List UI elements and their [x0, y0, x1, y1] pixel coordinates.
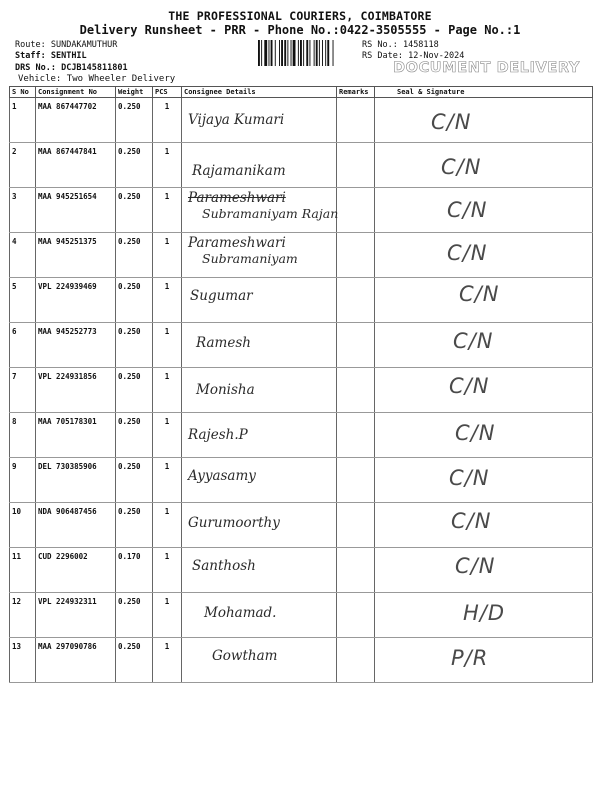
row-sno: 8 — [10, 413, 36, 458]
signature-mark: C/N — [447, 198, 488, 222]
row-pcs: 1 — [153, 368, 182, 413]
signature-mark: C/N — [441, 155, 482, 179]
row-consignment-no: DEL 730385906 — [36, 458, 116, 503]
row-consignee-details — [182, 548, 337, 593]
table-row — [10, 548, 593, 593]
row-seal-signature — [375, 98, 593, 143]
row-sno: 5 — [10, 278, 36, 323]
signature-mark: P/R — [451, 646, 489, 670]
row-consignee-details — [182, 323, 337, 368]
consignee-name-line2: Subramaniyam Rajan — [202, 206, 339, 221]
signature-mark: H/D — [463, 601, 506, 625]
drs-label: DRS No.: — [15, 63, 56, 73]
consignee-name: Gurumoorthy — [188, 515, 280, 531]
row-consignment-no: MAA 867447702 — [36, 98, 116, 143]
row-pcs: 1 — [153, 503, 182, 548]
row-sno: 13 — [10, 638, 36, 683]
row-remarks — [337, 458, 375, 503]
row-remarks — [337, 188, 375, 233]
vehicle-value: Two Wheeler Delivery — [66, 74, 176, 84]
row-seal-signature — [375, 368, 593, 413]
header-pcs: PCS — [153, 87, 182, 98]
table-row — [10, 593, 593, 638]
drs-line — [15, 63, 128, 74]
consignee-name: Rajamanikam — [192, 163, 286, 179]
signature-mark: C/N — [451, 509, 492, 533]
signature-mark: C/N — [453, 329, 494, 353]
row-weight: 0.250 — [116, 323, 153, 368]
route-label: Route: — [15, 40, 46, 50]
row-pcs: 1 — [153, 143, 182, 188]
row-weight: 0.250 — [116, 233, 153, 278]
row-sno: 4 — [10, 233, 36, 278]
signature-mark: C/N — [459, 282, 500, 306]
row-sno: 11 — [10, 548, 36, 593]
row-seal-signature — [375, 323, 593, 368]
consignee-name: Gowtham — [212, 648, 278, 664]
row-weight: 0.170 — [116, 548, 153, 593]
drs-value: DCJB145811801 — [61, 63, 128, 73]
table-row — [10, 233, 593, 278]
consignee-name-line2: Subramaniyam — [202, 251, 298, 266]
row-pcs: 1 — [153, 458, 182, 503]
row-remarks — [337, 278, 375, 323]
row-weight: 0.250 — [116, 503, 153, 548]
row-sno: 7 — [10, 368, 36, 413]
rs-no-value: 1458118 — [402, 40, 439, 50]
header-consignment: Consignment No — [36, 87, 116, 98]
document-delivery-stamp: DOCUMENT DELIVERY — [393, 60, 580, 76]
row-consignee-details — [182, 503, 337, 548]
header-signature: Seal & Signature — [375, 87, 593, 98]
row-weight: 0.250 — [116, 413, 153, 458]
table-row — [10, 323, 593, 368]
row-weight: 0.250 — [116, 593, 153, 638]
row-weight: 0.250 — [116, 278, 153, 323]
row-consignment-no: MAA 945251654 — [36, 188, 116, 233]
consignee-name: Parameshwari — [188, 235, 286, 251]
staff-label: Staff: — [15, 51, 46, 61]
row-remarks — [337, 323, 375, 368]
row-consignment-no: CUD 2296002 — [36, 548, 116, 593]
consignee-name: Ayyasamy — [188, 468, 256, 484]
signature-mark: C/N — [449, 374, 490, 398]
runsheet-table — [9, 86, 593, 683]
row-consignee-details — [182, 368, 337, 413]
vehicle-label: Vehicle: — [18, 74, 62, 84]
row-sno: 2 — [10, 143, 36, 188]
row-sno: 6 — [10, 323, 36, 368]
table-row — [10, 143, 593, 188]
row-pcs: 1 — [153, 278, 182, 323]
table-row — [10, 368, 593, 413]
row-weight: 0.250 — [116, 368, 153, 413]
signature-mark: C/N — [455, 421, 496, 445]
row-consignment-no: VPL 224939469 — [36, 278, 116, 323]
route-line — [15, 40, 117, 51]
row-consignee-details — [182, 143, 337, 188]
row-pcs: 1 — [153, 413, 182, 458]
row-seal-signature — [375, 143, 593, 188]
row-consignment-no: NDA 906487456 — [36, 503, 116, 548]
signature-mark: C/N — [455, 554, 496, 578]
row-consignee-details — [182, 233, 337, 278]
row-pcs: 1 — [153, 98, 182, 143]
row-sno: 12 — [10, 593, 36, 638]
table-header-row — [10, 87, 593, 98]
rs-no-line — [362, 40, 439, 51]
consignee-name: Vijaya Kumari — [188, 112, 285, 128]
consignee-name: Sugumar — [190, 288, 253, 304]
vehicle-line — [18, 74, 175, 85]
row-weight: 0.250 — [116, 458, 153, 503]
row-pcs: 1 — [153, 323, 182, 368]
row-pcs: 1 — [153, 593, 182, 638]
runsheet-title: Delivery Runsheet - PRR - Phone No.:0422-3505555 - Page No.:1 — [79, 23, 521, 37]
row-pcs: 1 — [153, 233, 182, 278]
row-sno: 10 — [10, 503, 36, 548]
row-consignment-no: MAA 705178301 — [36, 413, 116, 458]
consignee-name: Mohamad. — [204, 605, 277, 621]
row-sno: 1 — [10, 98, 36, 143]
row-seal-signature — [375, 548, 593, 593]
row-remarks — [337, 98, 375, 143]
row-weight: 0.250 — [116, 638, 153, 683]
rs-date-label: RS Date: — [362, 51, 403, 61]
signature-mark: C/N — [431, 110, 472, 134]
row-weight: 0.250 — [116, 143, 153, 188]
row-remarks — [337, 548, 375, 593]
company-name: THE PROFESSIONAL COURIERS, COIMBATORE — [168, 9, 432, 23]
row-consignment-no: MAA 945251375 — [36, 233, 116, 278]
row-consignee-details — [182, 278, 337, 323]
table-row — [10, 278, 593, 323]
row-consignee-details — [182, 638, 337, 683]
row-consignment-no: VPL 224932311 — [36, 593, 116, 638]
row-consignee-details — [182, 188, 337, 233]
row-remarks — [337, 593, 375, 638]
consignee-name: Santhosh — [192, 558, 256, 574]
row-consignment-no: MAA 945252773 — [36, 323, 116, 368]
table-row — [10, 98, 593, 143]
consignee-name: Ramesh — [196, 335, 251, 351]
consignee-name: Parameshwari — [188, 190, 286, 206]
row-seal-signature — [375, 278, 593, 323]
table-row — [10, 188, 593, 233]
row-consignment-no: MAA 867447841 — [36, 143, 116, 188]
row-seal-signature — [375, 503, 593, 548]
table-row — [10, 503, 593, 548]
header-remarks: Remarks — [337, 87, 375, 98]
row-consignee-details — [182, 413, 337, 458]
row-remarks — [337, 638, 375, 683]
row-consignee-details — [182, 593, 337, 638]
row-pcs: 1 — [153, 638, 182, 683]
header-weight: Weight — [116, 87, 153, 98]
table-row — [10, 413, 593, 458]
staff-value: SENTHIL — [50, 51, 87, 61]
row-consignment-no: MAA 297090786 — [36, 638, 116, 683]
row-seal-signature — [375, 413, 593, 458]
row-consignee-details — [182, 458, 337, 503]
table-row — [10, 638, 593, 683]
row-remarks — [337, 413, 375, 458]
header-sno: S No — [10, 87, 36, 98]
row-pcs: 1 — [153, 188, 182, 233]
row-seal-signature — [375, 233, 593, 278]
header-consignee: Consignee Details — [182, 87, 337, 98]
row-seal-signature — [375, 638, 593, 683]
row-pcs: 1 — [153, 548, 182, 593]
table-row — [10, 458, 593, 503]
signature-mark: C/N — [447, 241, 488, 265]
barcode-icon — [258, 40, 358, 66]
row-weight: 0.250 — [116, 98, 153, 143]
row-seal-signature — [375, 188, 593, 233]
route-value: SUNDAKAMUTHUR — [50, 40, 118, 50]
row-consignee-details — [182, 98, 337, 143]
row-weight: 0.250 — [116, 188, 153, 233]
consignee-name: Monisha — [196, 382, 255, 398]
row-consignment-no: VPL 224931856 — [36, 368, 116, 413]
row-remarks — [337, 503, 375, 548]
row-remarks — [337, 233, 375, 278]
row-sno: 3 — [10, 188, 36, 233]
rs-date-value: 12-Nov-2024 — [408, 51, 465, 61]
rs-no-label: RS No.: — [362, 40, 398, 50]
signature-mark: C/N — [449, 466, 490, 490]
row-sno: 9 — [10, 458, 36, 503]
row-seal-signature — [375, 458, 593, 503]
row-remarks — [337, 143, 375, 188]
row-remarks — [337, 368, 375, 413]
staff-line — [15, 51, 87, 62]
consignee-name: Rajesh.P — [188, 427, 248, 443]
row-seal-signature — [375, 593, 593, 638]
